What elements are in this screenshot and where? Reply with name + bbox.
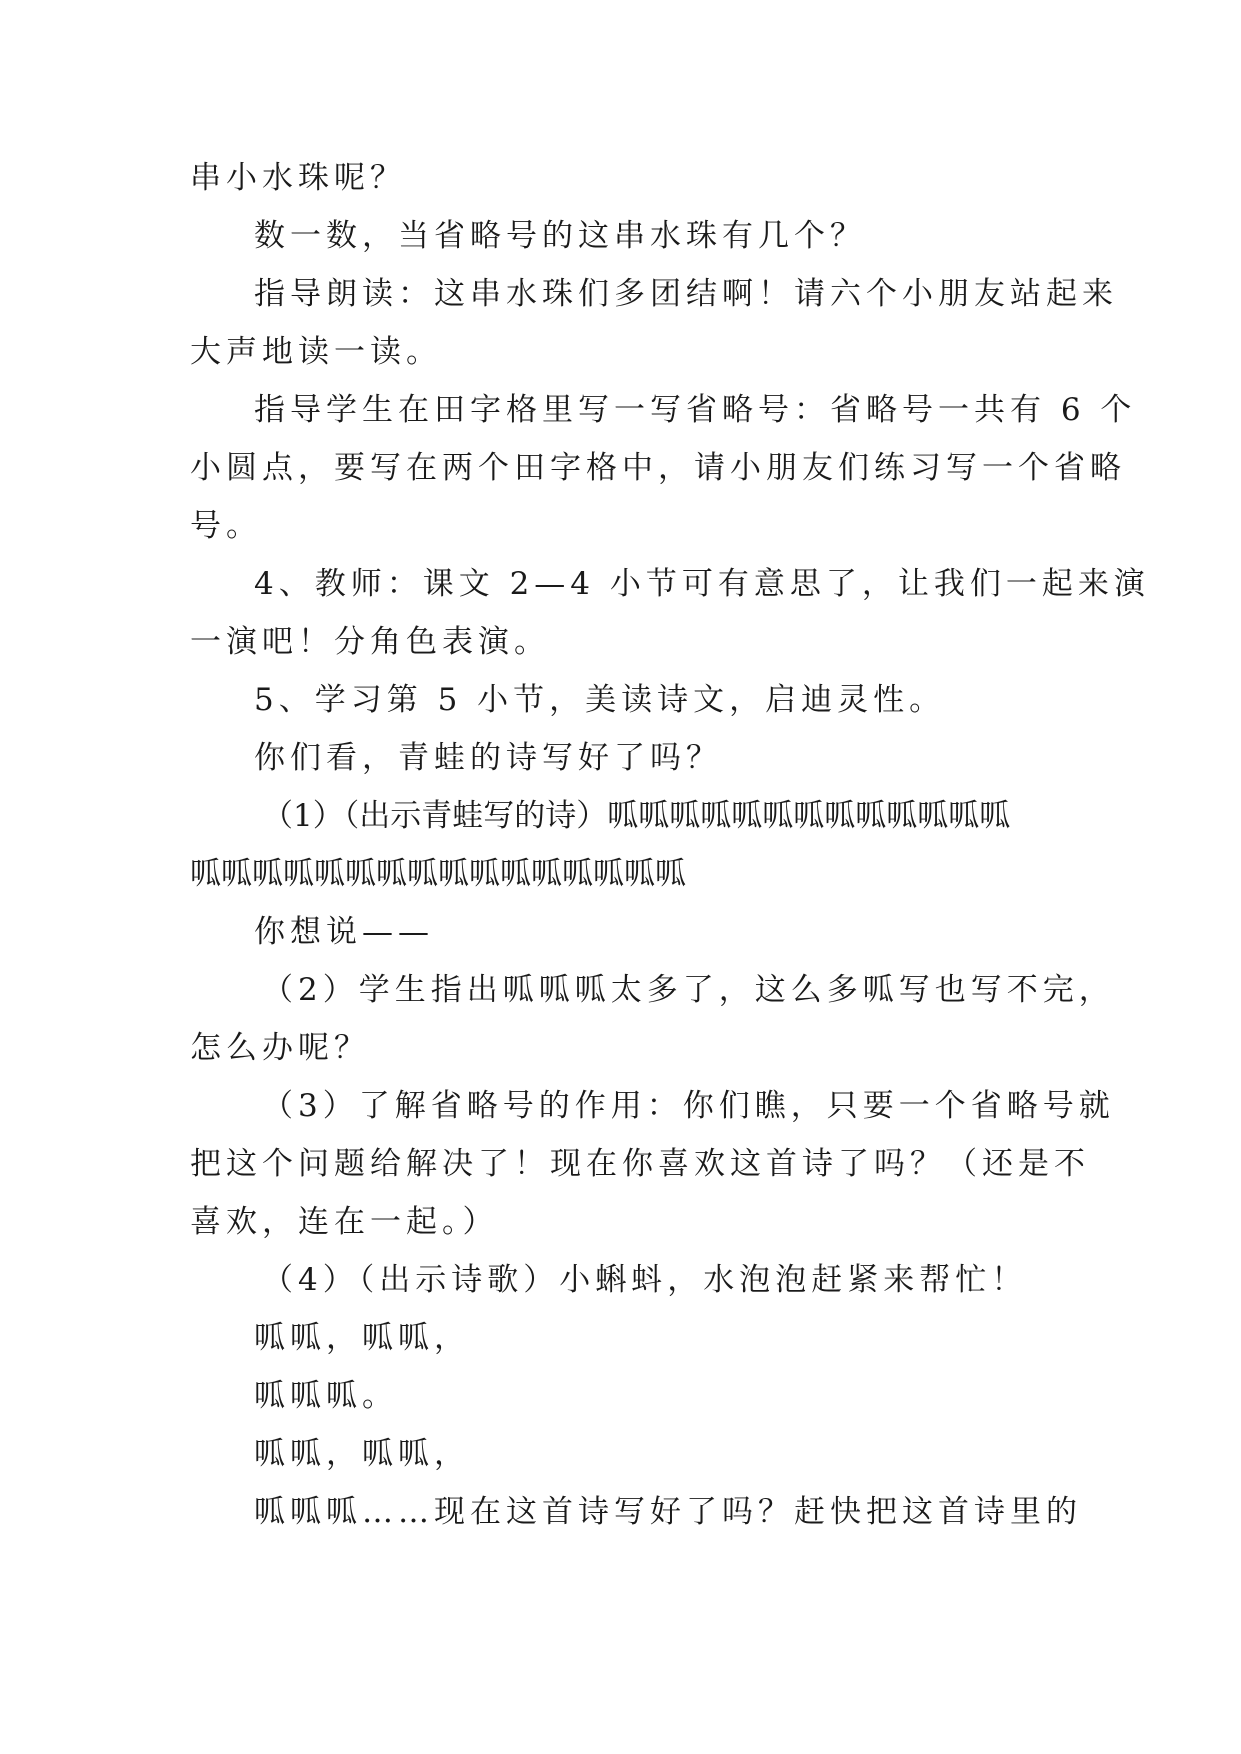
text-line: （2）学生指出呱呱呱太多了，这么多呱写也写不完， — [262, 972, 1115, 1008]
text-line: 数一数，当省略号的这串水珠有几个？ — [254, 218, 866, 254]
text-line: 串小水珠呢？ — [190, 160, 406, 196]
text-line: （1）（出示青蛙写的诗）呱呱呱呱呱呱呱呱呱呱呱呱呱 — [262, 798, 1011, 834]
text-line: 喜欢，连在一起。） — [190, 1204, 499, 1240]
text-line: 呱呱呱呱呱呱呱呱呱呱呱呱呱呱呱呱 — [190, 856, 686, 892]
text-line: （4）（出示诗歌）小蝌蚪，水泡泡赶紧来帮忙！ — [262, 1262, 1028, 1298]
text-line: 号。 — [190, 508, 262, 544]
text-line: 5、学习第 5 小节，美读诗文，启迪灵性。 — [254, 682, 946, 718]
text-line: 呱呱呱。 — [254, 1378, 398, 1414]
text-line: 4、教师：课文 2—4 小节可有意思了，让我们一起来演 — [254, 566, 1150, 602]
text-line: 指导学生在田字格里写一写省略号：省略号一共有 6 个 — [254, 392, 1137, 428]
text-line: 一演吧！分角色表演。 — [190, 624, 550, 660]
text-line: （3）了解省略号的作用：你们瞧，只要一个省略号就 — [262, 1088, 1115, 1124]
text-line: 怎么办呢？ — [190, 1030, 370, 1066]
text-line: 呱呱，呱呱， — [254, 1436, 470, 1472]
text-line: 把这个问题给解决了！现在你喜欢这首诗了吗？（还是不 — [190, 1146, 1090, 1182]
text-line: 呱呱呱……现在这首诗写好了吗？赶快把这首诗里的 — [254, 1494, 1082, 1530]
text-line: 指导朗读：这串水珠们多团结啊！请六个小朋友站起来 — [254, 276, 1118, 312]
text-line: 呱呱，呱呱， — [254, 1320, 470, 1356]
text-line: 小圆点，要写在两个田字格中，请小朋友们练习写一个省略 — [190, 450, 1126, 486]
text-line: 你想说—— — [254, 914, 434, 950]
text-line: 大声地读一读。 — [190, 334, 442, 370]
text-line: 你们看，青蛙的诗写好了吗？ — [254, 740, 722, 776]
